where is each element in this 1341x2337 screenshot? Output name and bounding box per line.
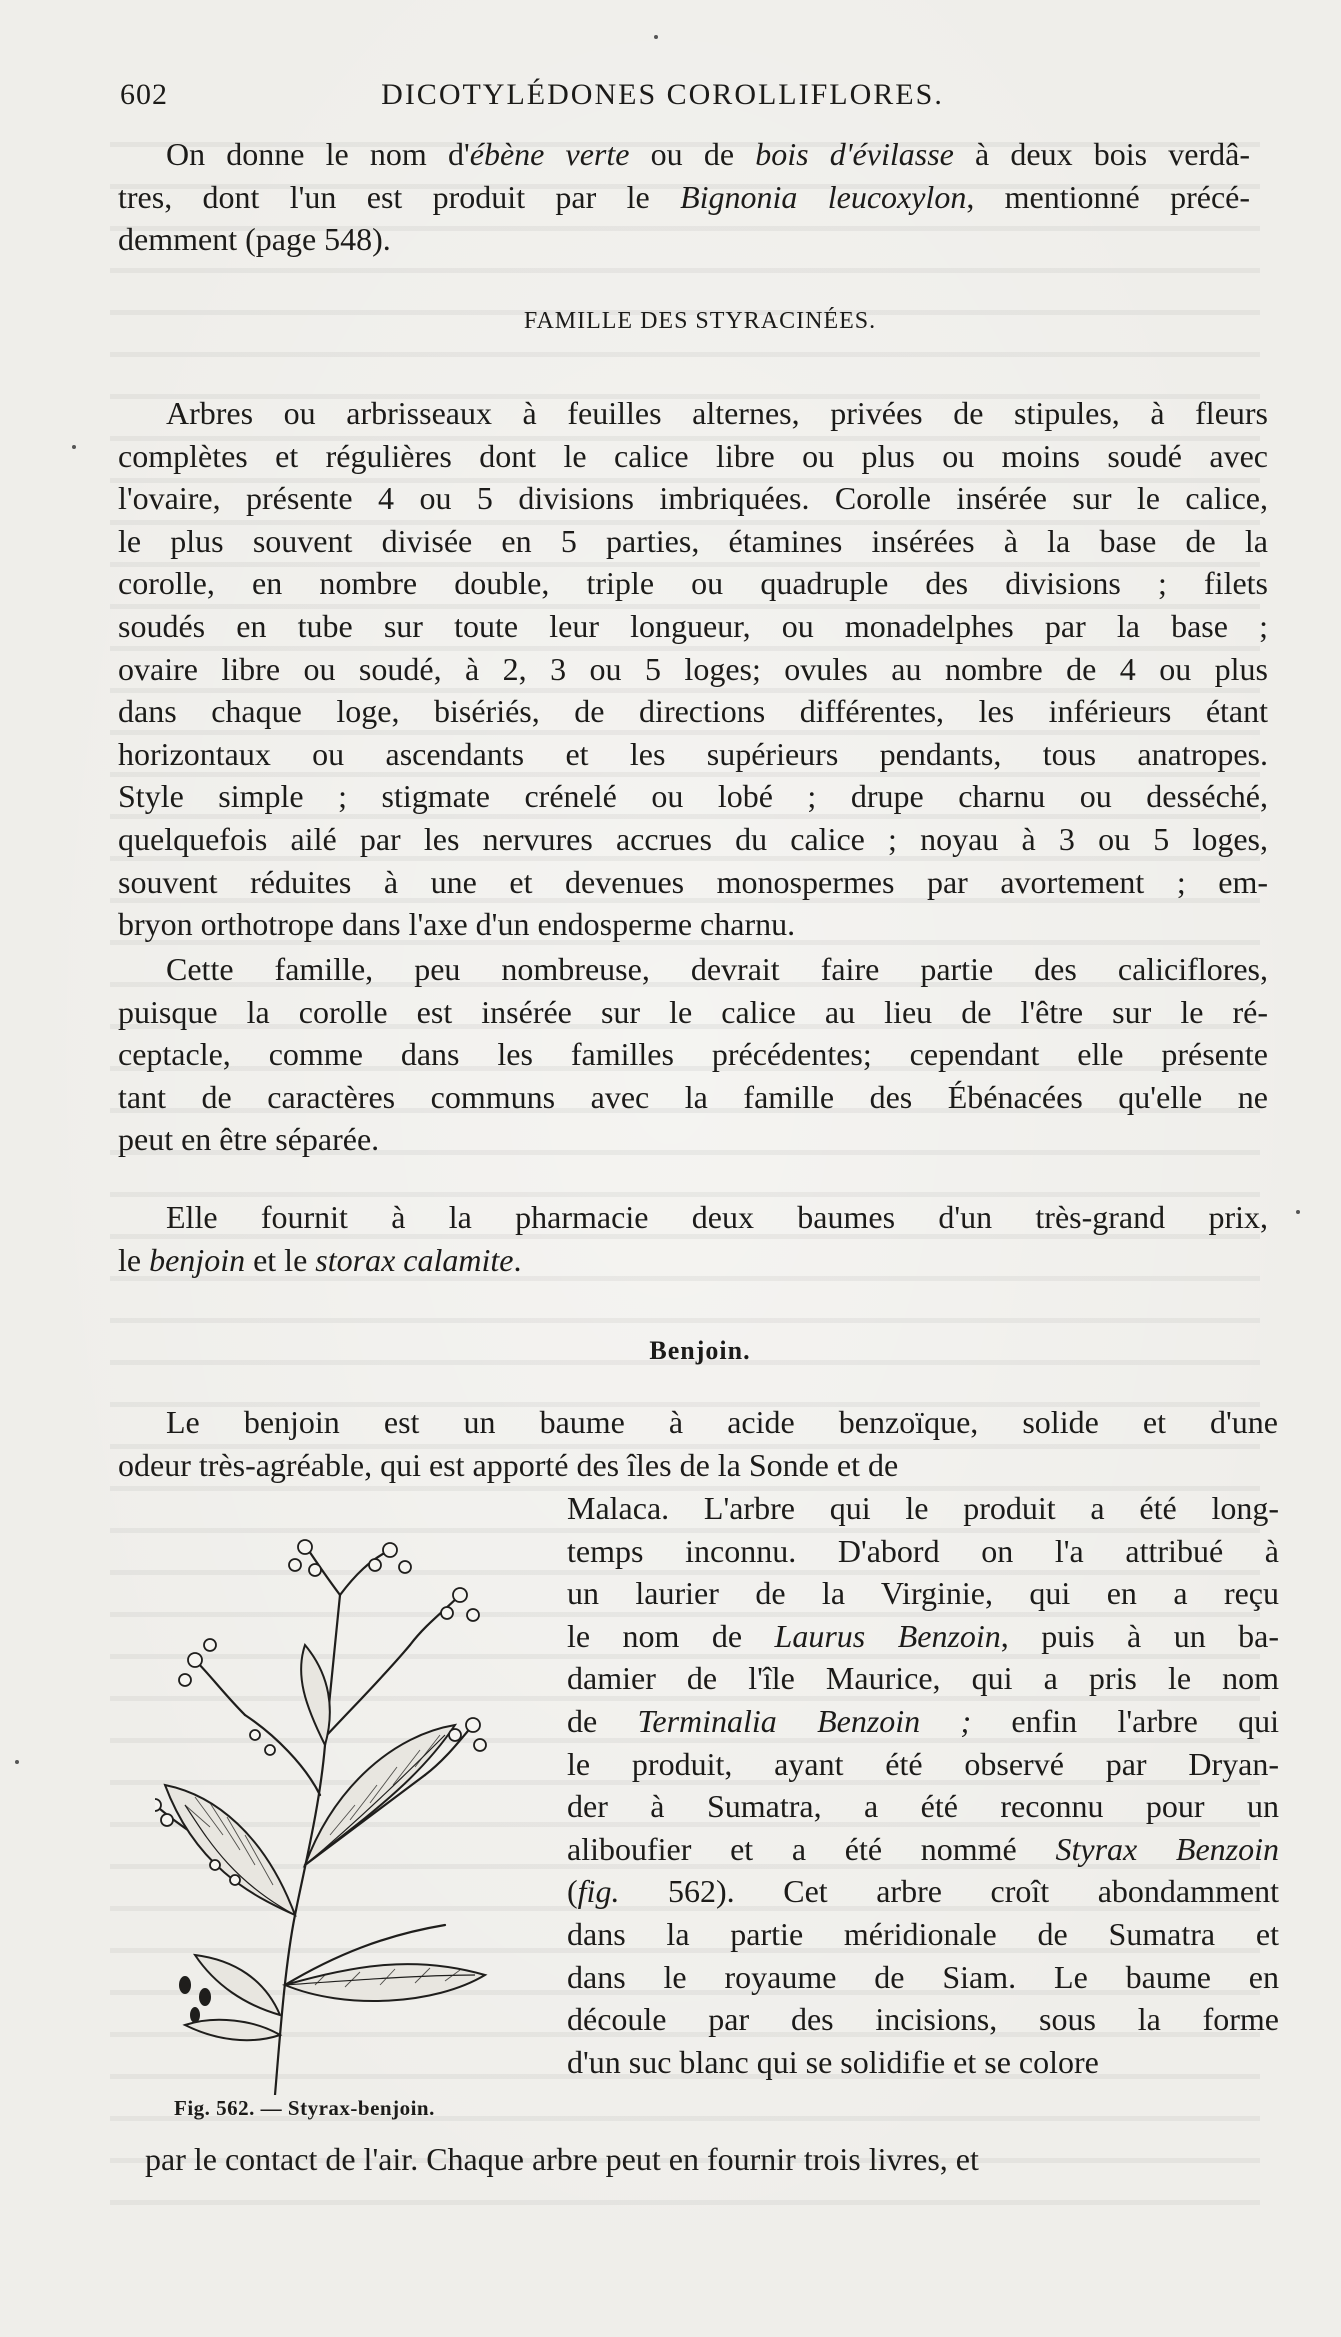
text-run: ou de — [629, 136, 756, 172]
benjoin-paragraph-bottom — [145, 2138, 1278, 2181]
text-line — [567, 1530, 1279, 1573]
text-line — [118, 775, 1268, 818]
text-line — [567, 1785, 1279, 1828]
text-run: dans le royaume de Siam. Le baume en — [567, 1958, 1279, 1995]
text-run: quelquefois ailé par les nervures accrues du calice ; noyau à 3 ou 5 loges, — [118, 820, 1268, 857]
subheading-benjoin: Benjoin. — [649, 1336, 751, 1365]
italic-term: Terminalia Benzoin ; — [637, 1702, 972, 1739]
text-run: d'un suc blanc qui se solidifie et se colore — [567, 2043, 1099, 2080]
text-line — [118, 818, 1268, 861]
text-run: , mentionné précé- — [966, 178, 1251, 215]
text-line — [118, 133, 1250, 176]
text-run: corolle, en nombre double, triple ou quadruple des divisions ; filets — [118, 565, 1268, 602]
text-line — [118, 605, 1268, 648]
family-description-paragraph — [118, 392, 1268, 946]
leaf — [165, 1785, 295, 1915]
text-run: Arbres ou arbrisseaux à feuilles alternes, privées de stipules, à fleurs — [166, 395, 1268, 431]
running-head: DICOTYLÉDONES COROLLIFLORES. — [381, 78, 944, 111]
text-line — [118, 1196, 1268, 1239]
page-number: 602 — [120, 78, 168, 111]
text-line — [118, 176, 1250, 219]
text-run: ovaire libre ou soudé, à 2, 3 ou 5 loges; ovules au nombre de 4 ou plus — [118, 650, 1268, 687]
text-run: soudés en tube sur toute leur longueur, ou monadelphes par la base ; — [118, 607, 1268, 644]
text-run: peut en être séparée. — [118, 1121, 380, 1158]
text-line — [118, 648, 1268, 691]
leaf — [305, 1725, 455, 1865]
text-run: enfin l'arbre qui — [971, 1702, 1280, 1739]
text-line — [567, 1913, 1279, 1956]
styrax-benzoin-branch-icon — [155, 1535, 545, 2095]
text-line — [118, 1076, 1268, 1119]
italic-term: ébène verte — [469, 136, 630, 172]
pharmacy-note-paragraph — [118, 1196, 1268, 1281]
text-run: Le benjoin est un baume à acide benzoïque, solide et d'une — [166, 1404, 1278, 1440]
text-run: tant de caractères communs avec la famille des Ébénacées qu'elle ne — [118, 1078, 1268, 1115]
text-line — [567, 1998, 1279, 2041]
benjoin-paragraph-top — [118, 1401, 1278, 1486]
text-run: odeur très-agréable, qui est apporté des îles de la Sonde et de — [118, 1446, 899, 1483]
text-run: l'ovaire, présente 4 ou 5 divisions imbriquées. Corolle insérée sur le calice, — [118, 480, 1268, 517]
text-run: Malaca. L'arbre qui le produit a été long- — [567, 1490, 1279, 1526]
text-run: de — [567, 1702, 638, 1739]
text-run: le plus souvent divisée en 5 parties, étamines insérées à la base de la — [118, 522, 1268, 559]
page-header — [120, 78, 1205, 118]
text-line — [145, 2138, 1278, 2181]
upper-right-branch — [327, 1645, 410, 1735]
italic-term: fig. — [577, 1873, 620, 1910]
text-line — [567, 1743, 1279, 1786]
text-run: Style simple ; stigmate crénelé ou lobé ; drupe charnu ou desséché, — [118, 778, 1268, 815]
text-line — [567, 1870, 1279, 1913]
text-run: par le contact de l'air. Chaque arbre peut en fournir trois livres, et — [145, 2141, 979, 2177]
text-run: dans chaque loge, bisériés, de directions différentes, les inférieurs étant — [118, 693, 1268, 730]
text-run: temps inconnu. D'abord on l'a attribué à — [567, 1532, 1279, 1569]
benjoin-paragraph-wrapped — [567, 1487, 1279, 2083]
text-line — [567, 1572, 1279, 1615]
text-run: découle par des incisions, sous la forme — [567, 2001, 1279, 2038]
text-run: tres, dont l'un est produit par le — [118, 178, 681, 215]
text-run: horizontaux ou ascendants et les supérieurs pendants, tous anatropes. — [118, 735, 1268, 772]
family-note-paragraph — [118, 948, 1268, 1161]
text-line — [567, 1657, 1279, 1700]
text-line — [118, 948, 1268, 991]
section-title: FAMILLE DES STYRACINÉES. — [523, 308, 877, 334]
italic-term: benjoin — [149, 1241, 246, 1278]
text-line — [118, 861, 1268, 904]
text-line — [567, 1700, 1279, 1743]
text-line — [118, 903, 1268, 946]
illustration-svg — [155, 1535, 545, 2095]
text-run: complètes et régulières dont le calice libre ou plus ou moins soudé avec — [118, 437, 1268, 474]
italic-term: Bignonia leucoxylon — [680, 178, 967, 215]
italic-term: Styrax Benzoin — [1055, 1830, 1280, 1867]
text-line — [118, 218, 1250, 261]
text-run: Cette famille, peu nombreuse, devrait faire partie des caliciflores, — [166, 951, 1268, 987]
speck — [654, 35, 658, 39]
speck — [15, 1760, 19, 1764]
text-line — [118, 1033, 1268, 1076]
text-line — [118, 991, 1268, 1034]
text-line — [118, 733, 1268, 776]
text-line — [567, 2041, 1279, 2084]
text-run: à deux bois verdâ- — [953, 136, 1251, 172]
text-run: le — [118, 1241, 150, 1278]
italic-term: bois d'évilasse — [755, 136, 954, 172]
text-run: ceptacle, comme dans les familles précédentes; cependant elle présente — [118, 1036, 1268, 1073]
text-run: Elle fournit à la pharmacie deux baumes d'un très-grand prix, — [166, 1199, 1268, 1235]
text-line — [118, 392, 1268, 435]
text-line — [118, 520, 1268, 563]
text-run: un laurier de la Virginie, qui en a reçu — [567, 1575, 1279, 1612]
text-run: damier de l'île Maurice, qui a pris le nom — [567, 1660, 1279, 1697]
text-run: 562). Cet arbre croît abondamment — [619, 1873, 1279, 1910]
text-run: ( — [567, 1873, 578, 1910]
upper-left-branch — [245, 1715, 320, 1795]
text-run: le produit, ayant été observé par Dryan- — [567, 1745, 1279, 1782]
text-run: der à Sumatra, a été reconnu pour un — [567, 1788, 1279, 1825]
text-line — [567, 1487, 1279, 1530]
speck — [1296, 1210, 1300, 1214]
text-line — [567, 1956, 1279, 1999]
text-run: dans la partie méridionale de Sumatra et — [567, 1915, 1279, 1952]
text-line — [567, 1615, 1279, 1658]
speck — [72, 445, 76, 449]
text-line — [118, 562, 1268, 605]
figure-caption: Fig. 562. — Styrax-benjoin. — [174, 2096, 435, 2120]
text-run: le nom de — [567, 1617, 775, 1654]
text-line — [567, 1828, 1279, 1871]
italic-term: Laurus Benzoin — [774, 1617, 1001, 1654]
leaf — [301, 1645, 330, 1745]
text-run: et le — [245, 1241, 316, 1278]
text-line — [118, 1239, 1268, 1282]
text-run: souvent réduites à une et devenues monospermes par avortement ; em- — [118, 863, 1268, 900]
text-line — [118, 1444, 1278, 1487]
text-run: puisque la corolle est insérée sur le calice au lieu de l'être sur le ré- — [118, 993, 1268, 1030]
text-line — [118, 435, 1268, 478]
text-run: aliboufier et a été nommé — [567, 1830, 1056, 1867]
leaf — [195, 1955, 280, 2015]
text-line — [118, 1118, 1268, 1161]
italic-term: storax calamite — [315, 1241, 514, 1278]
text-run: On donne le nom d' — [166, 136, 470, 172]
text-line — [118, 1401, 1278, 1444]
text-line — [118, 477, 1268, 520]
text-run: , puis à un ba- — [1000, 1617, 1280, 1654]
text-run: bryon orthotrope dans l'axe d'un endosperme charnu. — [118, 906, 796, 943]
intro-paragraph — [118, 133, 1250, 261]
text-run: demment (page 548). — [118, 221, 391, 258]
leaf — [185, 2020, 280, 2040]
text-line — [118, 690, 1268, 733]
text-run: . — [513, 1241, 522, 1278]
